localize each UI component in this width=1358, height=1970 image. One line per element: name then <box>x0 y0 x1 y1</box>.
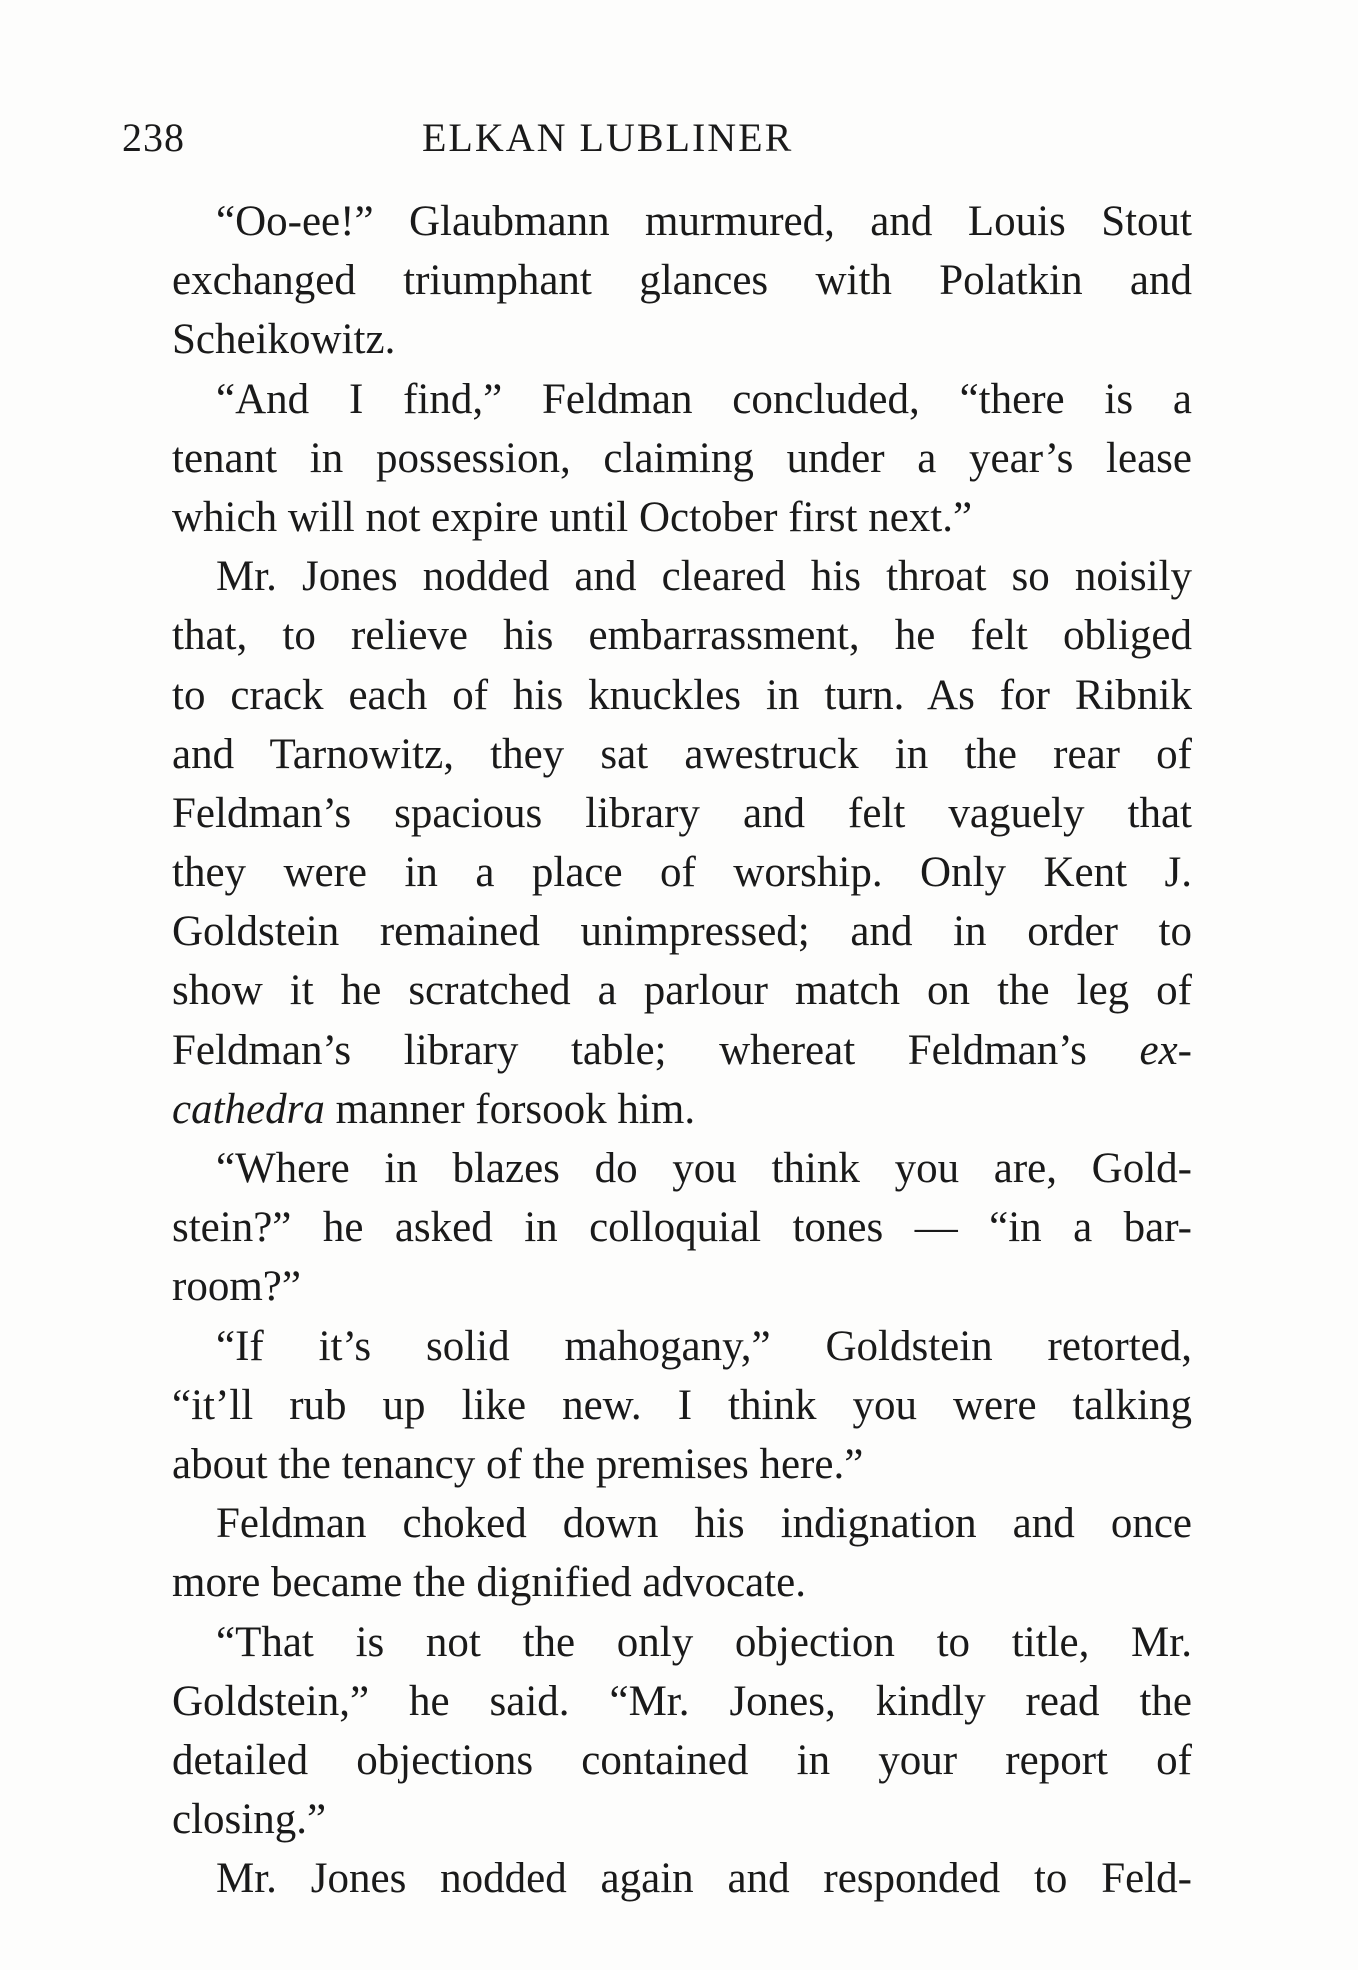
book-title: ELKAN LUBLINER <box>422 115 794 160</box>
text-line: Mr. Jones nodded and cleared his throat so noisily <box>216 553 1192 601</box>
text-line: room?” <box>172 1263 301 1311</box>
text-line: Mr. Jones nodded again and responded to Feld- <box>216 1855 1192 1903</box>
text-line: “Where in blazes do you think you are, Gold- <box>216 1145 1192 1192</box>
text-line: closing.” <box>172 1796 327 1844</box>
text-line <box>122 1080 1192 1139</box>
text-line: exchanged triumphant glances with Polatkin and <box>172 257 1192 305</box>
italic-text: cathedra <box>172 1085 325 1133</box>
text-line: “Oo-ee!” Glaubmann murmured, and Louis Stout <box>216 198 1192 245</box>
text-line: detailed objections contained in your report of <box>172 1736 1192 1784</box>
text-line: which will not expire until October first next.” <box>172 493 973 541</box>
text-segment: Feldman’s library table; whereat Feldman’s <box>172 1026 1087 1074</box>
paragraph <box>122 1317 1192 1495</box>
text-line: “And I find,” Feldman concluded, “there is a <box>216 375 1192 423</box>
text-line: “If it’s solid mahogany,” Goldstein retorted, <box>216 1322 1192 1370</box>
text-line: Feldman’s spacious library and felt vaguely that <box>172 789 1192 837</box>
paragraph <box>122 370 1192 548</box>
text-line: that, to relieve his embarrassment, he felt obliged <box>172 612 1192 660</box>
text-line: Scheikowitz. <box>172 316 396 364</box>
page-number: 238 <box>122 115 185 160</box>
text-line: show it he scratched a parlour match on the leg of <box>172 967 1192 1015</box>
text-line: about the tenancy of the premises here.” <box>172 1440 864 1488</box>
text-line: Goldstein remained unimpressed; and in order to <box>172 908 1192 956</box>
running-head <box>122 114 1192 170</box>
paragraph <box>122 192 1192 370</box>
italic-text: ex- <box>1139 1026 1192 1074</box>
text-line: Goldstein,” he said. “Mr. Jones, kindly read the <box>172 1677 1192 1725</box>
paragraph <box>122 1613 1192 1850</box>
paragraph <box>122 547 1192 1139</box>
text-line: “it’ll rub up like new. I think you were talking <box>172 1381 1192 1429</box>
text-line: more became the dignified advocate. <box>172 1559 806 1607</box>
paragraph <box>122 1494 1192 1612</box>
text-line: they were in a place of worship. Only Kent J. <box>172 849 1192 897</box>
text-line: tenant in possession, claiming under a year’s lease <box>172 434 1192 482</box>
paragraph <box>122 1139 1192 1317</box>
text-line: Feldman choked down his indignation and once <box>216 1500 1192 1548</box>
text-line: to crack each of his knuckles in turn. As for Ribnik <box>172 671 1192 719</box>
text-line <box>122 1021 1192 1080</box>
text-line: “That is not the only objection to title, Mr. <box>216 1618 1192 1666</box>
paragraph <box>122 1849 1192 1908</box>
text-segment: manner forsook him. <box>324 1085 696 1133</box>
text-line: stein?” he asked in colloquial tones — “in a bar- <box>172 1204 1192 1252</box>
text-line: and Tarnowitz, they sat awestruck in the rear of <box>172 730 1192 778</box>
body-text <box>122 192 1192 1908</box>
